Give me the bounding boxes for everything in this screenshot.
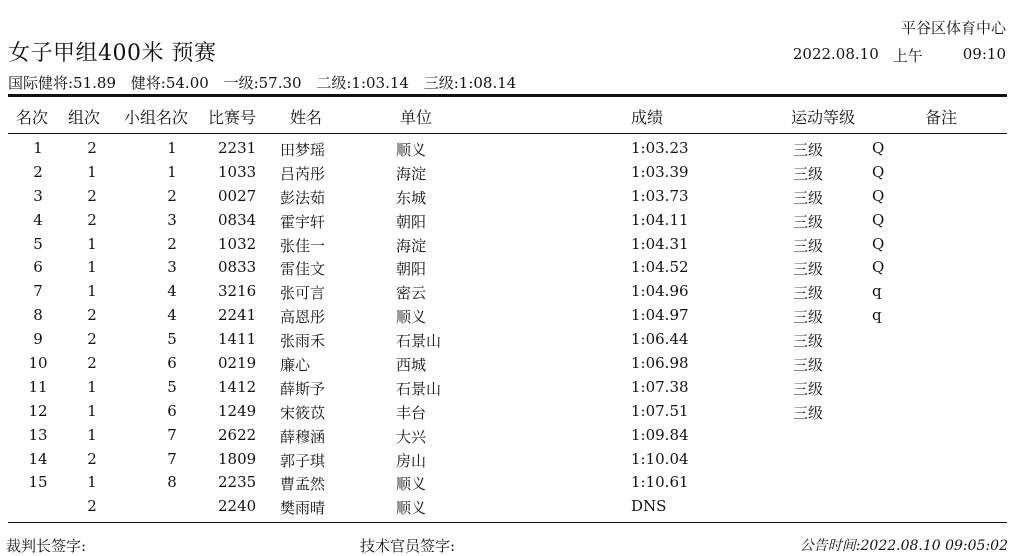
cell-level: 三级 (793, 212, 824, 231)
cell-name: 吕芮彤 (280, 164, 326, 183)
table-row (0, 235, 1024, 259)
cell-level: 三级 (793, 308, 824, 327)
cell-sub-rank: 6 (167, 354, 177, 373)
cell-rank: 14 (28, 449, 48, 468)
cell-name: 郭子琪 (280, 451, 326, 470)
grade-standards (8, 72, 526, 93)
cell-result: 1:04.52 (631, 258, 689, 277)
cell-sub-rank: 1 (167, 139, 177, 157)
column-header-sub-rank: 小组名次 (124, 108, 189, 127)
cell-unit: 房山 (396, 451, 427, 470)
cell-rank: 1 (33, 139, 43, 157)
cell-rank: 3 (33, 186, 43, 205)
cell-sub-rank: 4 (167, 306, 177, 325)
cell-name: 曹孟然 (280, 475, 326, 494)
cell-result: 1:09.84 (631, 425, 689, 444)
cell-group: 2 (87, 306, 97, 325)
cell-bib: 2231 (218, 139, 257, 157)
cell-sub-rank: 4 (167, 282, 177, 301)
cell-level: 三级 (793, 284, 824, 303)
cell-rank: 2 (33, 162, 43, 181)
column-header-name: 姓名 (290, 108, 323, 127)
table-row (0, 497, 1024, 521)
cell-group: 1 (87, 258, 97, 277)
notice-time: 公告时间:2022.08.10 09:05:02 (799, 538, 1008, 554)
cell-sub-rank: 5 (167, 377, 177, 396)
cell-result: 1:03.23 (631, 139, 689, 157)
cell-group: 2 (87, 354, 97, 373)
cell-level: 三级 (793, 141, 824, 159)
table-row (0, 330, 1024, 354)
cell-qualify-mark: Q (872, 162, 885, 181)
table-header-divider (8, 133, 1007, 134)
column-header-group: 组次 (68, 108, 101, 127)
cell-sub-rank: 1 (167, 162, 177, 181)
cell-unit: 西城 (396, 356, 427, 375)
table-footer-divider (8, 522, 1007, 523)
cell-unit: 石景山 (396, 379, 442, 398)
cell-level: 三级 (793, 403, 824, 422)
cell-unit: 朝阳 (396, 260, 427, 279)
cell-rank: 7 (33, 282, 43, 301)
cell-name: 彭法茹 (280, 188, 326, 207)
cell-rank: 4 (33, 210, 43, 229)
cell-unit: 东城 (396, 188, 427, 207)
cell-bib: 2240 (218, 497, 257, 516)
column-header-rank: 名次 (16, 108, 49, 127)
column-header-note: 备注 (925, 108, 958, 127)
cell-sub-rank: 8 (167, 473, 177, 492)
cell-name: 张雨禾 (280, 332, 326, 351)
cell-name: 张佳一 (280, 236, 326, 255)
table-row (0, 211, 1024, 235)
cell-unit: 顺义 (396, 308, 427, 327)
cell-bib: 0219 (218, 354, 257, 373)
cell-level: 三级 (793, 332, 824, 351)
cell-bib: 1809 (218, 449, 257, 468)
cell-unit: 顺义 (396, 499, 427, 518)
cell-result: DNS (631, 497, 667, 516)
cell-sub-rank: 3 (167, 258, 177, 277)
cell-group: 1 (87, 473, 97, 492)
cell-result: 1:06.44 (631, 330, 689, 349)
cell-name: 薛斯予 (280, 379, 326, 398)
event-time: 09:10 (962, 45, 1006, 63)
column-header-unit: 单位 (400, 108, 433, 127)
cell-bib: 0834 (218, 210, 257, 229)
cell-bib: 1033 (218, 162, 257, 181)
cell-unit: 朝阳 (396, 212, 427, 231)
cell-qualify-mark: Q (872, 258, 885, 277)
event-datetime (793, 45, 1006, 66)
event-date: 2022.08.10 (792, 45, 879, 63)
cell-rank: 10 (28, 354, 48, 373)
event-ampm: 上午 (892, 47, 923, 65)
cell-rank: 15 (28, 473, 48, 492)
cell-name: 雷佳文 (280, 260, 326, 279)
cell-bib: 2235 (218, 473, 257, 492)
cell-bib: 1249 (218, 401, 257, 420)
cell-qualify-mark: Q (872, 186, 885, 205)
cell-level: 三级 (793, 236, 824, 255)
cell-qualify-mark: Q (872, 234, 885, 253)
cell-qualify-mark: q (872, 306, 882, 325)
table-row (0, 402, 1024, 426)
cell-qualify-mark: Q (872, 139, 885, 157)
cell-level: 三级 (793, 379, 824, 398)
table-row (0, 187, 1024, 211)
cell-rank: 11 (28, 377, 48, 396)
cell-group: 2 (87, 449, 97, 468)
table-row (0, 426, 1024, 450)
cell-name: 廉心 (280, 356, 311, 375)
cell-group: 1 (87, 401, 97, 420)
table-row (0, 163, 1024, 187)
column-header-level: 运动等级 (791, 108, 856, 127)
standard-master: 健将:54.00 (130, 74, 209, 92)
technical-official-signature-label: 技术官员签字: (360, 537, 456, 555)
cell-group: 2 (87, 210, 97, 229)
cell-rank: 13 (28, 425, 48, 444)
cell-level: 三级 (793, 164, 824, 183)
cell-result: 1:10.04 (631, 449, 689, 468)
cell-group: 1 (87, 377, 97, 396)
cell-sub-rank: 6 (167, 401, 177, 420)
cell-result: 1:10.61 (631, 473, 689, 492)
header-divider (8, 94, 1007, 97)
cell-name: 霍宇轩 (280, 212, 326, 231)
cell-rank: 8 (33, 306, 43, 325)
cell-group: 2 (87, 139, 97, 157)
cell-group: 1 (87, 425, 97, 444)
cell-level: 三级 (793, 260, 824, 279)
cell-sub-rank: 2 (167, 234, 177, 253)
cell-bib: 1412 (218, 377, 257, 396)
cell-unit: 丰台 (396, 403, 427, 422)
cell-name: 高恩彤 (280, 308, 326, 327)
cell-sub-rank: 7 (167, 425, 177, 444)
cell-name: 张可言 (280, 284, 326, 303)
standard-international-master: 国际健将:51.89 (8, 74, 116, 92)
cell-bib: 0027 (218, 186, 257, 205)
cell-group: 2 (87, 330, 97, 349)
cell-group: 1 (87, 282, 97, 301)
cell-sub-rank: 5 (167, 330, 177, 349)
column-header-bib: 比赛号 (208, 108, 257, 127)
cell-result: 1:06.98 (631, 354, 689, 373)
table-header (0, 105, 1024, 127)
cell-name: 薛穆涵 (280, 427, 326, 446)
cell-result: 1:04.96 (631, 282, 689, 301)
table-row (0, 258, 1024, 282)
cell-result: 1:03.39 (631, 162, 689, 181)
cell-result: 1:07.51 (631, 401, 689, 420)
results-table (0, 139, 1024, 521)
cell-bib: 2241 (218, 306, 257, 325)
cell-result: 1:04.31 (631, 234, 689, 253)
cell-result: 1:03.73 (631, 186, 689, 205)
cell-name: 田梦瑶 (280, 141, 326, 159)
cell-rank: 9 (33, 330, 43, 349)
cell-unit: 海淀 (396, 236, 427, 255)
cell-qualify-mark: q (872, 282, 882, 301)
cell-group: 2 (87, 497, 97, 516)
cell-rank: 5 (33, 234, 43, 253)
cell-unit: 密云 (396, 284, 427, 303)
cell-result: 1:04.97 (631, 306, 689, 325)
cell-sub-rank: 7 (167, 449, 177, 468)
cell-unit: 海淀 (396, 164, 427, 183)
cell-qualify-mark: Q (872, 210, 885, 229)
cell-group: 1 (87, 234, 97, 253)
table-row (0, 473, 1024, 497)
page-title: 女子甲组400米 预赛 (8, 41, 217, 66)
standard-level-2: 二级:1:03.14 (316, 74, 409, 92)
cell-rank: 6 (33, 258, 43, 277)
cell-sub-rank: 2 (167, 186, 177, 205)
cell-bib: 1411 (218, 330, 257, 349)
chief-judge-signature-label: 裁判长签字: (6, 537, 87, 555)
cell-name: 樊雨晴 (280, 499, 326, 518)
cell-bib: 1032 (218, 234, 257, 253)
column-header-result: 成绩 (631, 108, 664, 127)
table-row (0, 306, 1024, 330)
table-row (0, 139, 1024, 163)
standard-level-3: 三级:1:08.14 (423, 74, 517, 92)
organization-name: 平谷区体育中心 (900, 19, 1006, 37)
table-row (0, 450, 1024, 474)
cell-group: 2 (87, 186, 97, 205)
cell-unit: 顺义 (396, 141, 427, 159)
cell-unit: 大兴 (396, 427, 427, 446)
cell-bib: 0833 (218, 258, 257, 277)
cell-unit: 顺义 (396, 475, 427, 494)
standard-level-1: 一级:57.30 (223, 74, 302, 92)
cell-unit: 石景山 (396, 332, 442, 351)
cell-result: 1:04.11 (631, 210, 689, 229)
cell-name: 宋筱苡 (280, 403, 326, 422)
cell-level: 三级 (793, 188, 824, 207)
cell-sub-rank: 3 (167, 210, 177, 229)
cell-bib: 2622 (218, 425, 257, 444)
table-row (0, 282, 1024, 306)
cell-group: 1 (87, 162, 97, 181)
cell-bib: 3216 (218, 282, 257, 301)
cell-result: 1:07.38 (631, 377, 689, 396)
table-row (0, 354, 1024, 378)
table-row (0, 378, 1024, 402)
cell-rank: 12 (28, 401, 48, 420)
cell-level: 三级 (793, 356, 824, 375)
